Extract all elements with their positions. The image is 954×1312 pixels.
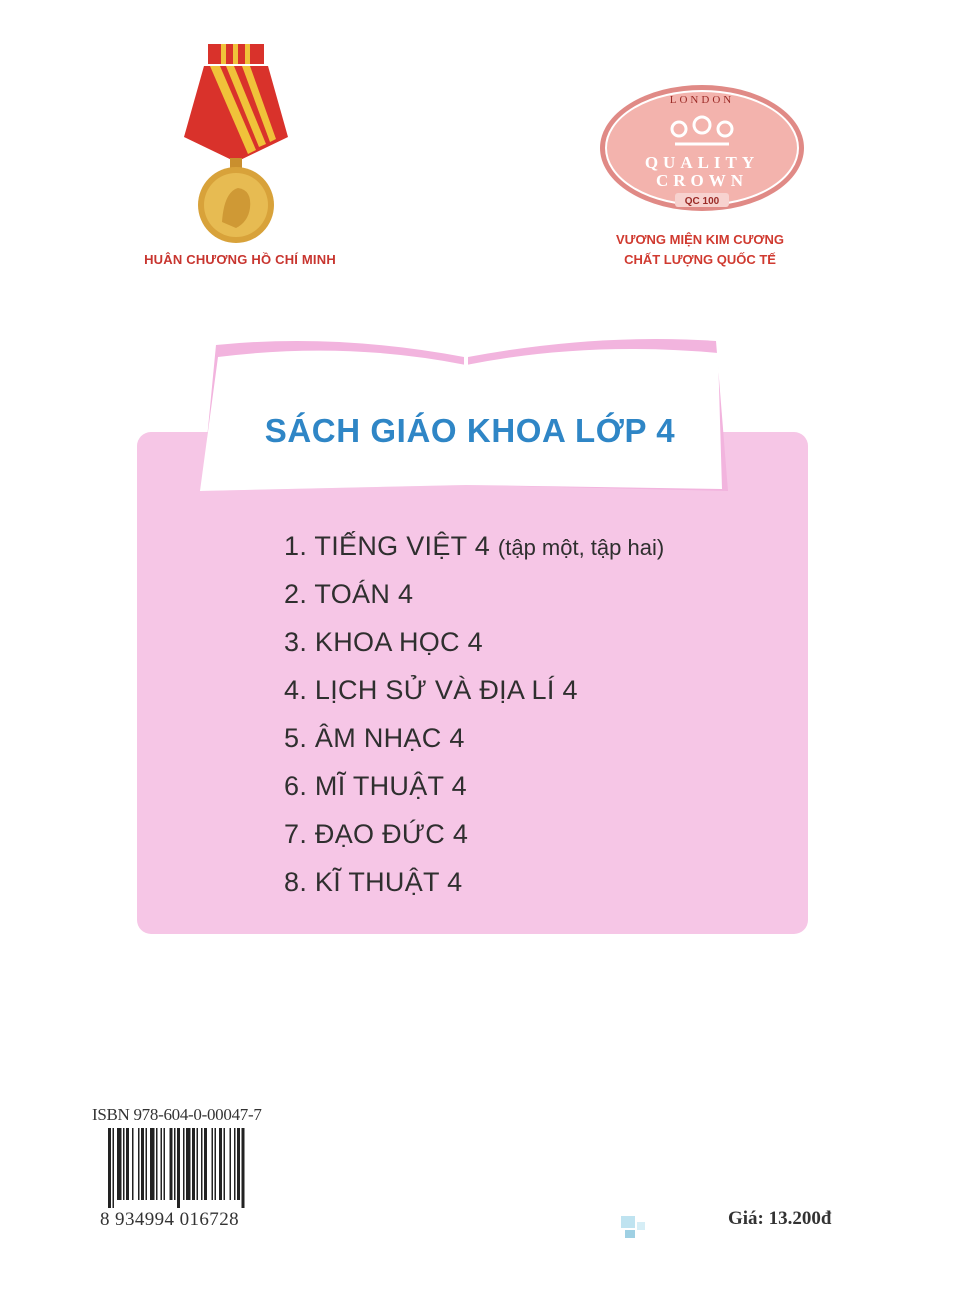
barcode-bar	[170, 1128, 173, 1200]
seal-arc-text: LONDON	[669, 94, 735, 106]
textbook-list	[284, 528, 664, 912]
list-item: 1. TIẾNG VIỆT 4 (tập một, tập hai)	[284, 531, 665, 561]
barcode-bar	[146, 1128, 148, 1200]
barcode-bar	[201, 1128, 203, 1200]
list-item: 7. ĐẠO ĐỨC 4	[284, 819, 469, 849]
crown-seal-icon	[597, 82, 807, 214]
barcode-bar	[108, 1128, 111, 1208]
barcode-bar	[186, 1128, 191, 1200]
barcode-bar	[113, 1128, 115, 1208]
barcode-bar	[242, 1128, 245, 1208]
barcode-bar	[230, 1128, 232, 1200]
barcode-bar	[126, 1128, 129, 1200]
barcode-bar	[156, 1128, 158, 1200]
barcode-bar	[161, 1128, 163, 1200]
barcode-bar	[138, 1128, 140, 1200]
barcode-bar	[150, 1128, 155, 1200]
crown-caption	[590, 230, 810, 270]
medal-icon	[180, 42, 290, 247]
barcode-bar	[234, 1128, 236, 1200]
barcode-bar	[117, 1128, 122, 1200]
barcode-bar	[219, 1128, 222, 1200]
stamp-icon	[615, 1208, 659, 1248]
list-item: 5. ÂM NHẠC 4	[284, 723, 465, 753]
crown-caption-line1: VƯƠNG MIỆN KIM CƯƠNG	[616, 232, 784, 247]
list-item: 6. MĨ THUẬT 4	[284, 771, 467, 801]
barcode-bar	[224, 1128, 226, 1200]
barcode-digits: 8 934994 016728	[100, 1209, 239, 1230]
list-item: 8. KĨ THUẬT 4	[284, 867, 463, 897]
barcode-bar	[212, 1128, 214, 1200]
book-section-title: SÁCH GIÁO KHOA LỚP 4	[264, 412, 676, 449]
isbn-number: ISBN 978-604-0-00047-7	[92, 1105, 262, 1124]
barcode-bar	[183, 1128, 185, 1200]
barcode-bars-icon	[108, 1128, 288, 1208]
barcode-bar	[164, 1128, 166, 1200]
barcode-bar	[132, 1128, 134, 1200]
barcode-bar	[192, 1128, 195, 1200]
barcode-bar	[204, 1128, 207, 1200]
barcode-bar	[215, 1128, 217, 1200]
seal-line2: CROWN	[655, 171, 749, 190]
barcode-bar	[123, 1128, 125, 1200]
barcode	[108, 1128, 288, 1208]
list-item: 3. KHOA HỌC 4	[284, 627, 483, 657]
stamp-mark	[615, 1208, 659, 1248]
seal-badge: QC 100	[684, 196, 720, 207]
medal-caption: HUÂN CHƯƠNG HỒ CHÍ MINH	[144, 252, 336, 267]
list-item: 2. TOÁN 4	[284, 579, 414, 609]
barcode-bar	[177, 1128, 180, 1208]
seal-line1: QUALITY	[644, 153, 760, 172]
price-label: Giá: 13.200đ	[728, 1208, 832, 1229]
ho-chi-minh-medal	[180, 42, 290, 247]
quality-crown-seal	[597, 82, 807, 214]
crown-caption-line2: CHẤT LƯỢNG QUỐC TẾ	[624, 252, 776, 267]
barcode-bar	[174, 1128, 176, 1200]
barcode-bar	[237, 1128, 240, 1200]
barcode-bar	[141, 1128, 144, 1200]
list-item: 4. LỊCH SỬ VÀ ĐỊA LÍ 4	[284, 675, 578, 705]
barcode-bar	[197, 1128, 199, 1200]
